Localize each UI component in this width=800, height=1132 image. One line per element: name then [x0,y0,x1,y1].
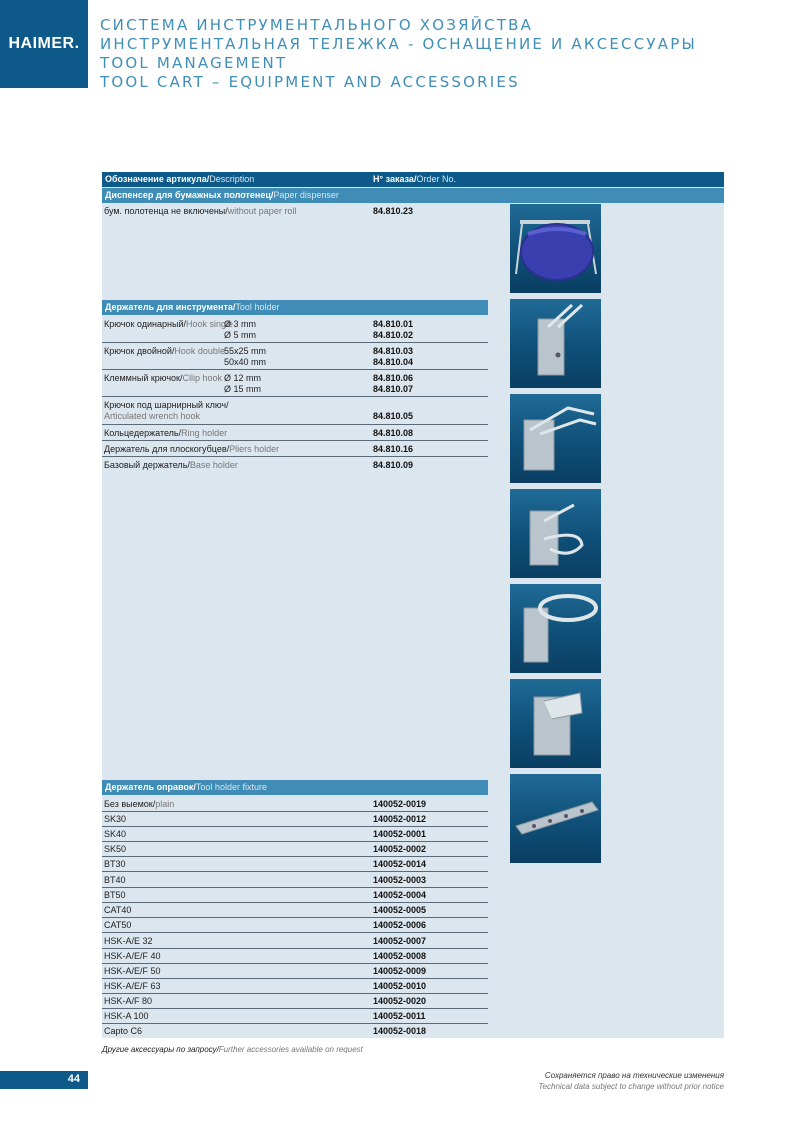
row-order-no: 84.810.08 [373,428,414,438]
row-desc: SK30 [104,814,127,824]
row-order-no: 140052-0019 [373,799,427,809]
row-desc-en: Hook single [185,319,233,329]
row-divider [102,993,488,994]
row-order-no: 84.810.04 [373,357,414,367]
row-desc-ru: Держатель для плоскогубцев/ [104,444,230,454]
row-divider [102,826,488,827]
row-size: Ø 3 mm [224,319,257,329]
paper-dispenser-image [510,204,601,293]
row-divider [102,1008,488,1009]
row-order-no: 84.810.02 [373,330,414,340]
row-desc: BT40 [104,875,126,885]
tool-holder-fixture-photo [510,774,601,863]
row-order-no: 140052-0012 [373,814,427,824]
row-divider [102,811,488,812]
pliers-holder-photo [510,679,601,768]
row-order-no: 84.810.03 [373,346,414,356]
row-desc: BT30 [104,859,126,869]
header-line-1: СИСТЕМА ИНСТРУМЕНТАЛЬНОГО ХОЗЯЙСТВА [100,16,534,34]
row-desc-en: Cllip hook [182,373,222,383]
row-divider [102,424,488,425]
row-divider [102,917,488,918]
section-tool-holder-fixture [102,780,488,795]
section-title-en: Tool holder [235,302,280,312]
row-order-no: 140052-0004 [373,890,427,900]
hook-single-image [510,299,601,388]
description-header-en: Description [209,174,255,184]
row-size: 50x40 mm [224,357,267,367]
table-header [102,172,724,187]
note-en: Further accessories available on request [218,1045,363,1054]
order-header-en: Order No. [416,174,456,184]
note-ru: Другие аксессуары по запросу/ [102,1045,219,1054]
row-desc-ru: бум. полотенца не включены/ [104,206,228,216]
clip-hook-photo [510,489,601,578]
row-order-no: 140052-0005 [373,905,427,915]
row-desc-ru: Кольцедержатель/ [104,428,182,438]
row-order-no: 140052-0011 [373,1011,426,1021]
row-order-no: 84.810.07 [373,384,414,394]
row-order-no: 140052-0007 [373,936,427,946]
rights-en: Technical data subject to change without prior notice [538,1082,724,1091]
row-order-no: 84.810.05 [373,411,414,421]
rights-ru: Сохраняется право на технические изменения [544,1071,724,1080]
row-desc: HSK-A/E/F 50 [104,966,161,976]
row-size: Ø 12 mm [224,373,262,383]
ring-holder-image [510,584,601,673]
row-desc: HSK-A/F 80 [104,996,153,1006]
brand-logo [0,0,88,88]
section-paper-dispenser [102,188,724,203]
row-divider [102,932,488,933]
row-desc-ru: Клеммный крючок/ [104,373,183,383]
order-header-ru: Н° заказа/ [373,174,417,184]
row-desc: HSK-A 100 [104,1011,149,1021]
row-desc-en: without paper roll [227,206,297,216]
row-desc-en: plain [155,799,175,809]
row-divider [102,978,488,979]
section-title-ru: Диспенсер для бумажных полотенец/ [105,190,274,200]
row-order-no: 140052-0006 [373,920,427,930]
row-divider [102,902,488,903]
row-desc-en: Pliers holder [229,444,280,454]
row-desc: CAT50 [104,920,132,930]
order-header [373,172,456,187]
row-order-no: 140052-0014 [373,859,427,869]
description-header-ru: Обозначение артикула/ [105,174,210,184]
row-desc: HSK-A/E/F 40 [104,951,161,961]
row-divider [102,856,488,857]
row-desc: HSK-A/E 32 [104,936,153,946]
row-desc-ru: Без выемок/ [104,799,156,809]
row-desc-en: Hook double [174,346,225,356]
row-order-no: 84.810.16 [373,444,414,454]
row-desc: HSK-A/E/F 63 [104,981,161,991]
row-size: Ø 15 mm [224,384,262,394]
row-order-no: 84.810.01 [373,319,414,329]
row-divider [102,963,488,964]
header-line-4: TOOL CART – EQUIPMENT AND ACCESSORIES [100,73,520,91]
row-desc-ru: Крючок одинарный/ [104,319,186,329]
row-divider [102,948,488,949]
row-order-no: 84.810.23 [373,206,414,216]
row-desc: BT50 [104,890,126,900]
row-order-no: 140052-0003 [373,875,427,885]
row-size: Ø 5 mm [224,330,257,340]
row-divider [102,887,488,888]
row-divider [102,871,488,872]
row-desc-ru: Крючок двойной/ [104,346,175,356]
row-divider [102,841,488,842]
page-number: 44 [67,1073,80,1085]
tool-holder-fixture-image [510,774,601,863]
brand-name: HAIMER. [8,35,80,52]
rights-notice [538,1070,724,1092]
row-size: 55x25 mm [224,346,267,356]
section-title-en: Tool holder fixture [195,782,267,792]
header-line-2: ИНСТРУМЕНТАЛЬНАЯ ТЕЛЕЖКА - ОСНАЩЕНИЕ И АКСЕССУАРЫ [100,35,697,53]
row-order-no: 140052-0018 [373,1026,427,1036]
row-divider [102,369,488,370]
row-desc: SK40 [104,829,127,839]
hook-double-photo [510,394,601,483]
section-title-ru: Держатель для инструмента/ [105,302,236,312]
section-tool-holder [102,300,488,315]
row-order-no: 140052-0008 [373,951,427,961]
section-title-ru: Держатель оправок/ [105,782,196,792]
row-desc: SK50 [104,844,127,854]
pliers-holder-image [510,679,601,768]
page-number-box [0,1071,88,1089]
clip-hook-image [510,489,601,578]
row-desc-en: Articulated wrench hook [104,411,201,421]
row-order-no: 140052-0009 [373,966,427,976]
row-order-no: 84.810.09 [373,460,414,470]
row-order-no: 140052-0002 [373,844,427,854]
row-order-no: 140052-0020 [373,996,427,1006]
hook-single-photo [510,299,601,388]
row-divider [102,456,488,457]
row-divider [102,396,488,397]
row-desc-ru: Базовый держатель/ [104,460,190,470]
row-divider [102,440,488,441]
row-desc-ru: Крючок под шарнирный ключ/ [104,400,229,410]
row-desc: Capto C6 [104,1026,143,1036]
row-order-no: 84.810.06 [373,373,414,383]
row-desc-en: Ring holder [181,428,228,438]
row-order-no: 140052-0010 [373,981,427,991]
row-order-no: 140052-0001 [373,829,427,839]
further-accessories-note [102,1045,363,1054]
ring-holder-photo [510,584,601,673]
row-desc-en: Base holder [189,460,238,470]
paper-dispenser-photo [510,204,601,293]
header-line-3: TOOL MANAGEMENT [100,54,288,72]
row-divider [102,342,488,343]
row-divider [102,1023,488,1024]
hook-double-image [510,394,601,483]
row-desc: CAT40 [104,905,132,915]
page-header [100,16,697,92]
section-title-en: Paper dispenser [273,190,339,200]
